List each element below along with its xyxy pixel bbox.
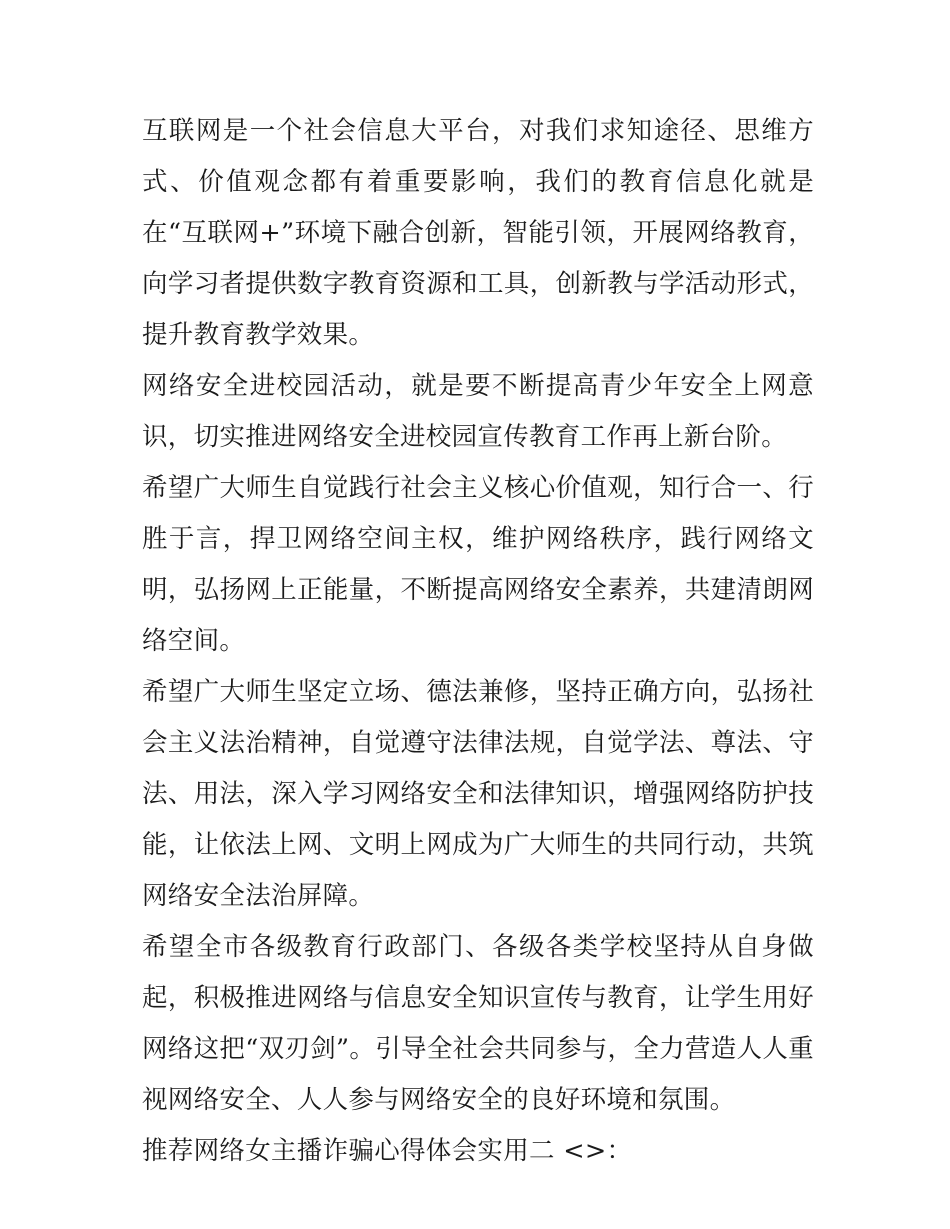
paragraph-rule-of-law: 希望广大师生坚定立场、德法兼修，坚持正确方向，弘扬社会主义法治精神，自觉遵守法律法规，自觉学法、尊法、守法、用法，深入学习网络安全和法律知识，增强网络防护技能，让依法上网、文明上网成为广大师生的共同行动，共筑网络安全法治屏障。 xyxy=(142,677,814,911)
document-body xyxy=(142,106,814,1177)
paragraph-core-values: 希望广大师生自觉践行社会主义核心价值观，知行合一、行胜于言，捍卫网络空间主权，维护网络秩序，践行网络文明，弘扬网上正能量，不断提高网络安全素养，共建清朗网络空间。 xyxy=(142,473,814,656)
paragraph-recommendation-heading: 推荐网络女主播诈骗心得体会实用二 <>： xyxy=(142,1136,633,1166)
paragraph-campus-activity: 网络安全进校园活动，就是要不断提高青少年安全上网意识，切实推进网络安全进校园宣传教育工作再上新台阶。 xyxy=(142,371,814,452)
paragraph-education-departments: 希望全市各级教育行政部门、各级各类学校坚持从自身做起，积极推进网络与信息安全知识宣传与教育，让学生用好网络这把“双刃剑”。引导全社会共同参与，全力营造人人重视网络安全、人人参与网络安全的良好环境和氛围。 xyxy=(142,932,814,1115)
paragraph-internet-platform: 互联网是一个社会信息大平台，对我们求知途径、思维方式、价值观念都有着重要影响，我们的教育信息化就是在“互联网+”环境下融合创新，智能引领，开展网络教育，向学习者提供数字教育资源和工具，创新教与学活动形式，提升教育教学效果。 xyxy=(142,116,814,350)
